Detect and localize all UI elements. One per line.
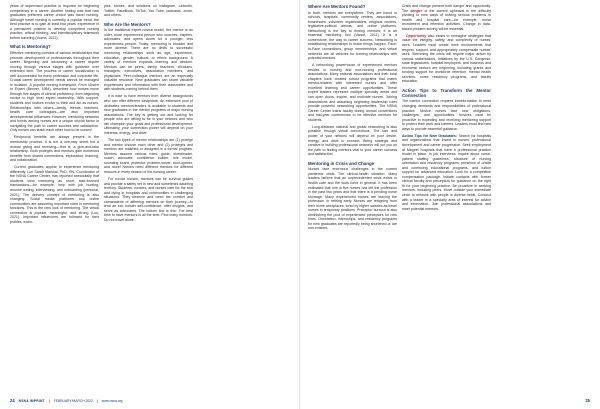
paragraph: In truth, mentors are everywhere. They are found in schools, hospitals, community centers, associations, businesses, volunteer organizations, religious centers, legislative-political arenas, and online platforms. Networking is the key to finding mentors; it is an essential mentoring tool (Vance, 2011). It is a cornerstone, the way to career success. Networking is establishing relationships to make things happen. Face-to-Face connections, group memberships, and virtual networks are all vehicles for forming relationships with potential mentors. <box>308 10 397 61</box>
paragraph: The two types of mentor relationships are (1) protégé and mentor choose each other and (2) protégés and mentors are matched or assigned in a formal program. Mentors assume various roles: guide, cheerleader, coach, advocate, confidence builder, role model, sounding board, protector, problem-solver, door-opener, and more! Nurses need different mentors for different reasons in every season of the nursing career. <box>104 138 193 174</box>
section-heading: What Is Mentoring? <box>10 44 51 50</box>
paragraph: ples, stories, and solutions on Instagram, LinkedIn, Twitter, FaceBook, TikTok, You Tube, podcasts, zoom, and others. <box>104 4 193 18</box>
publication-name: NSNA IMPRINT <box>18 399 45 403</box>
paragraph: Opportunity also exists to reimagine strategies that value the integrity, safety, and complexity of nurses' work. Leaders must create work environments that respect, support, and appropriately compensate nurses' work. Stemming the crisis will require major action by various stakeholders. Initiatives by the U.S. Congress, state legislatures, hospital employers, and business and economic sectors are beginning, including grants and funding support for workforce retention, mental health services, nurse residency programs, and faculty education. <box>402 33 491 84</box>
paragraph: Nurses face enormous challenges in the current pandemic crisis. The clinical-health situation. Many leaders believe that an unprecedented crisis exists in health care and the work force in general. It has been estimated that one in five nurses has left the profession in the past two years and that there is a pending nurse shortage. Many experienced nurses are leaving the profession or retiring early. Nurses are resigning from their home workplaces, lured by higher salaries as travel nurses in temporary positions. Preceptor burnout is also diminishing the pool of experienced preceptors for new hires. Orientation, internships, and residency programs for new graduates are reportedly being shortened or are non-existent. <box>308 167 397 231</box>
column-2 <box>104 4 193 225</box>
column-4 <box>402 4 491 214</box>
section-heading: Who Are the Mentors? <box>104 21 151 27</box>
right-footer <box>585 398 590 404</box>
separator: | <box>96 399 98 403</box>
paragraph: Current graduates appear to experience mentoring differently. Lori Sarah Marshal, PhD, RN, Coordinator of the NSNA Career Center, has reported anecdotally that students view mentoring as short, task-focused transactions—for example, help with job hunting, resume writing, interviewing, and onboarding (personal, 2021). The delivery concept of mentoring is also changing. Social media platforms and online communities are assuming important roles in mentoring functions. This is the new look of mentoring. The virtual connection is popular, meaningful, and strong (Luo, 2021). Important influencers are followed for their profiles, exam- <box>10 165 99 224</box>
paragraph: Reciprocal benefits are always present in the mentorship process. It is not a one-way street but a mutual giving and receiving—that is, a give-and-take relationship. Both protégés and mentors gain numerous benefits from shared connections, exploration, learning, and collaboration. <box>10 135 99 163</box>
highlight-word: Opportunity <box>406 33 427 38</box>
page-number: 24 <box>10 398 15 403</box>
website[interactable]: www.nsna.org <box>101 399 123 403</box>
page-number: 25 <box>585 398 590 403</box>
section-heading: Where Are Mentors Found? <box>308 4 366 9</box>
paragraph: years of supervised practice is required for beginning competency in a career. Another finding was that new graduates preferred career choice was travel nursing. Although travel nursing is currently a popular trend, the best practice is to gain at least two years' experience in a permanent position to develop competent nursing practice, critical thinking, and interdisciplinary teamwork before traveling (Vozna, 2022). <box>10 4 99 40</box>
issue-date: FEBRUARY/MARCH 2022 <box>53 399 93 403</box>
paragraph: For novice nurses, mentors can be survival guides and provide a safety net in new and sometimes daunting territory. Students, novices, and nurses care for the sick and dying in hospitals and communities in challenging situations. They deserve and need the comfort and camaraderie of affirming mentors on their journey—to lend an ear, bolster self-confidence, offer insights, and serve as advocates. The bottom line is this: The best time to have mentors is all the time. Find many mentors. Do not travel alone. <box>104 176 193 222</box>
left-footer <box>10 398 123 404</box>
paragraph: Long-distance national and global networking is also possible through virtual connections. The size and power of your network will depend on your desire, energy, and drive to connect. Being strategic and creative in building professional networks will put you on the path to finding mentors vital to your career success and satisfaction. <box>308 124 397 157</box>
paragraph: The mentor connection requires transformation to meet changing demands and responsibilities of professional practice. Novice nurses face new obligations, challenges, and opportunities. Novices must be proactive in expecting and receiving mentoring support to protect their work and careers. Leaders must find new ways to provide essential guidance. <box>402 99 491 131</box>
paragraph: Effective mentoring consists of various relationships that promote development of professionals throughout their career. Beginning and advancing a career require moving through various stages with guidance over extended time. The process of career socialization is well documented for every profession and corporate life. Crucial career development needs cannot be managed in isolation. A popular nursing framework, From Novice to Expert (Benner, 1984), describes how nurses move through five stages of clinical proficiency, from beginning novice to high level expert leadership. With support, students and novices evolve to think and act as nurses. Relationships with others—family, friends, teachers, health care colleagues—are also important developmental influences. However, mentoring networks and bonds among nurses are a unique crucial factor in navigating the path to career success and satisfaction. Only nurses can teach each other how to be nurses! <box>10 50 99 133</box>
right-page <box>300 0 600 409</box>
highlight-word: danger <box>410 8 423 13</box>
separator: | <box>48 399 50 403</box>
section-heading: Mentoring in Crisis and Change <box>308 160 375 166</box>
section-heading: Action Tips to Transform the Mentor Connection <box>402 87 491 98</box>
column-1 <box>10 4 99 227</box>
italic-title: From Novice to Expert <box>10 82 99 92</box>
paragraph: Crisis and change present both danger and opportunity. The danger of the current upheaval is the difficulty pivoting to new ways of solving serious problems in health and hospital care—for example, nurse recruitment and retention activities. Change in data-based problem solving will be essential. <box>402 4 491 31</box>
column-3 <box>308 4 397 234</box>
paragraph: Action Tips for New Graduates: Search for hospitals and organizations that invest in nurses' professional development and career progression. Seek employment at Magnet hospitals that have a professional practice model in place. In job interviews, inquire about nurse-patient staffing guidelines, structure of nursing orientation and residency programs, presence of onsite and continuing educational programs, and tuition support for advanced education. Look for a competitive compensation package. Initiate contacts with former clinical faculty and preceptors for guidance on the right fit for your beginning practice. Be proactive in seeking mentors, including peers. Move outside your immediate circle to network with people in diverse fields. Connect with a leader in a specialty area of interest for advice and information. Join professional associations and meet potential mentors. <box>402 133 491 211</box>
paragraph: In the traditional expert-novice model, the mentor is an older, more experienced person who coaches, inspires, advocates, and opens doors for a younger, less experienced person. Today, mentoring is broader and more diverse. There are no limits to successful mentoring relationships such as age, experience, education, gender, cultural, or ethnic background. A variety of mentors expands learning and wisdom. Mentors can be peers, family, teachers, clinicians, managers, executives, association members, and physicians. Peer-colleague mentors are an especially valuable resource. New graduates can share valuable experiences and information with their classmates and with students coming behind them. <box>104 28 193 92</box>
paragraph: A networking powerhouse of experienced mentors resides in nursing and non-nursing professional associations. Many national associations and their local chapters have created robust programs that match mentor-leaders with interested nurses and offer excellent learning and career opportunities. These expert leaders represent multiple specialty areas and can open doors, inspire, and motivate nurses. Joining associations and assuming beginning leadership roles provide powerful networking opportunities. The NSNA Career Center trains faculty during annual conventions and mid-year conferences to be effective mentors for students. <box>308 63 397 122</box>
paragraph: It is wise to have mentors from diverse backgrounds who can offer different viewpoints. An extensive pool of dedicated mentors/leaders is available to students and new graduates in the mentor programs of major nursing associations. The key is getting out and looking for people who are willing to be in your network and who will champion your goals and professional development. Ultimately, your connection power will depend on your interests, energy, and drive. <box>104 94 193 135</box>
inline-heading: Action Tips for New Graduates: <box>402 133 458 138</box>
